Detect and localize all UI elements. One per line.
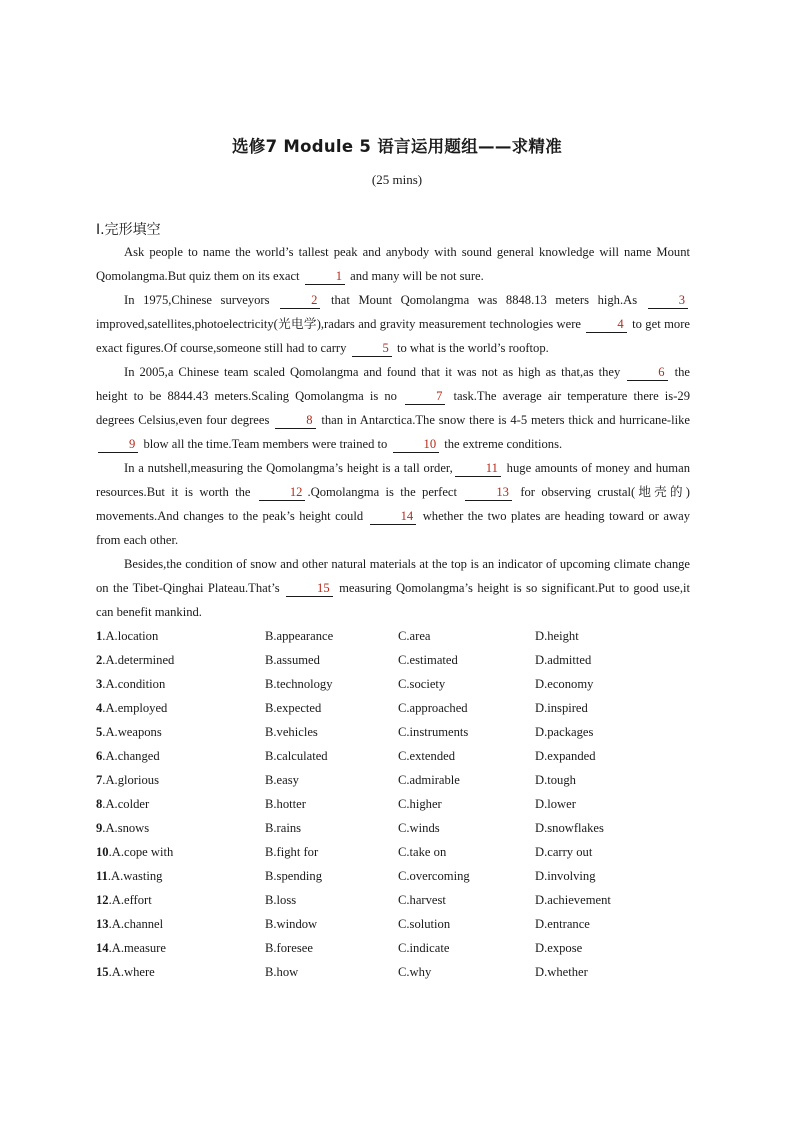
option-d: D.involving (535, 869, 596, 883)
blank-14: 14 (370, 509, 417, 525)
option-c: C.instruments (398, 725, 469, 739)
option-c: C.solution (398, 917, 451, 931)
option-d: D.achievement (535, 893, 611, 907)
question-number: 12 (96, 893, 109, 907)
option-b: B.how (265, 965, 299, 979)
option-a: .A.location (102, 629, 159, 643)
blank-10: 10 (393, 437, 440, 453)
passage-text: measuring Qomolangma’s height is so significant.Put to good use,it can benefit mankind. (96, 581, 690, 619)
option-a: .A.determined (102, 653, 175, 667)
option-b: B.calculated (265, 749, 328, 763)
blank-8: 8 (275, 413, 315, 429)
option-c: C.approached (398, 701, 468, 715)
question-number: 15 (96, 965, 109, 979)
option-c: C.admirable (398, 773, 460, 787)
question-number: 7 (96, 773, 103, 787)
option-a: .A.snows (102, 821, 150, 835)
passage-text: .Qomolangma is the perfect (307, 485, 464, 499)
question-row (96, 912, 696, 936)
option-c: C.overcoming (398, 869, 470, 883)
paragraph-2 (96, 288, 690, 360)
option-a: .A.glorious (102, 773, 159, 787)
option-d: D.admitted (535, 653, 592, 667)
option-d: D.inspired (535, 701, 588, 715)
question-number: 10 (96, 845, 109, 859)
option-a: .A.cope with (108, 845, 174, 859)
option-d: D.economy (535, 677, 594, 691)
question-number: 2 (96, 653, 103, 667)
document-title: 选修7 Module 5 语言运用题组——求精准 (231, 137, 563, 156)
option-b: B.loss (265, 893, 297, 907)
passage-text: task.The average air temperature there is-29 degrees Celsius,even four degrees (96, 389, 690, 427)
passage-text: whether the two plates are heading toward or away from each other. (96, 509, 691, 547)
question-number: 8 (96, 797, 103, 811)
paragraph-5 (96, 552, 690, 624)
passage-text: that Mount Qomolangma was 8848.13 meters high.As (322, 293, 646, 307)
question-row (96, 792, 696, 816)
passage-text: Besides,the condition of snow and other natural materials at the top is an indicator of upcoming climate change on the Tibet-Qinghai Plateau.That’s (96, 557, 690, 595)
option-c: C.why (398, 965, 432, 979)
question-row (96, 624, 696, 648)
blank-13: 13 (465, 485, 512, 501)
option-b: B.window (265, 917, 318, 931)
option-d: D.height (535, 629, 579, 643)
question-row (96, 960, 696, 984)
question-row (96, 864, 696, 888)
option-a: .A.weapons (102, 725, 162, 739)
paragraph-3 (96, 360, 690, 456)
option-d: D.snowflakes (535, 821, 604, 835)
option-c: C.area (398, 629, 431, 643)
option-c: C.take on (398, 845, 447, 859)
question-number: 13 (96, 917, 109, 931)
option-b: B.technology (265, 677, 333, 691)
passage-text: huge amounts of money and human resources.But it is worth the (96, 461, 690, 499)
blank-5: 5 (352, 341, 392, 357)
passage-text: for observing crustal(地壳的) movements.And changes to the peak’s height could (96, 485, 690, 523)
option-b: B.fight for (265, 845, 319, 859)
passage-text: to what is the world’s rooftop. (393, 341, 549, 355)
blank-4: 4 (586, 317, 626, 333)
passage-text: In 2005,a Chinese team scaled Qomolangma and found that it was not as high as that,as they (124, 365, 626, 379)
question-row (96, 888, 696, 912)
question-number: 14 (96, 941, 109, 955)
option-d: D.expose (535, 941, 583, 955)
question-row (96, 840, 696, 864)
passage-text: improved,satellites,photoelectricity(光电学),radars and gravity measurement technologies were (96, 317, 585, 331)
blank-7: 7 (405, 389, 445, 405)
option-d: D.expanded (535, 749, 596, 763)
passage-text: the extreme conditions. (441, 437, 563, 451)
question-number: 3 (96, 677, 103, 691)
option-d: D.packages (535, 725, 594, 739)
option-a: .A.measure (108, 941, 166, 955)
option-a: .A.effort (108, 893, 152, 907)
blank-2: 2 (280, 293, 320, 309)
question-row (96, 648, 696, 672)
option-c: C.harvest (398, 893, 446, 907)
question-number: 6 (96, 749, 103, 763)
question-row (96, 768, 696, 792)
blank-15: 15 (286, 581, 333, 597)
blank-1: 1 (305, 269, 345, 285)
option-b: B.appearance (265, 629, 334, 643)
passage-text: the height to be 8844.43 meters.Scaling Qomolangma is no (96, 365, 690, 403)
time-limit: (25 mins) (371, 172, 423, 187)
option-c: C.winds (398, 821, 440, 835)
option-b: B.spending (265, 869, 323, 883)
question-row (96, 720, 696, 744)
paragraph-1 (96, 240, 690, 288)
option-a: .A.wasting (107, 869, 163, 883)
option-b: B.easy (265, 773, 299, 787)
section-heading: Ⅰ.完形填空 (96, 222, 161, 238)
question-number: 11 (96, 869, 108, 883)
passage-text: Ask people to name the world’s tallest peak and anybody with sound general knowledge will name Mount Qomolangma.But quiz them on its exact (96, 245, 690, 283)
option-d: D.tough (535, 773, 576, 787)
option-c: C.extended (398, 749, 456, 763)
blank-12: 12 (259, 485, 306, 501)
passage-text: blow all the time.Team members were trained to (140, 437, 391, 451)
option-a: .A.channel (108, 917, 164, 931)
option-a: .A.employed (102, 701, 168, 715)
option-a: .A.where (108, 965, 155, 979)
passage-text: In a nutshell,measuring the Qomolangma’s height is a tall order, (124, 461, 453, 475)
option-c: C.estimated (398, 653, 458, 667)
passage-text: to get more exact figures.Of course,someone still had to carry (96, 317, 690, 355)
option-a: .A.colder (102, 797, 150, 811)
question-number: 9 (96, 821, 103, 835)
option-b: B.hotter (265, 797, 306, 811)
question-number: 5 (96, 725, 103, 739)
question-row (96, 744, 696, 768)
option-a: .A.condition (102, 677, 166, 691)
passage-text: than in Antarctica.The snow there is 4-5 meters thick and hurricane-like (317, 413, 691, 427)
option-b: B.foresee (265, 941, 313, 955)
question-row (96, 816, 696, 840)
blank-9: 9 (98, 437, 138, 453)
blank-6: 6 (627, 365, 667, 381)
option-b: B.vehicles (265, 725, 318, 739)
question-row (96, 696, 696, 720)
cloze-passage (96, 240, 690, 624)
passage-text: and many will be not sure. (347, 269, 484, 283)
question-row (96, 672, 696, 696)
passage-text: In 1975,Chinese surveyors (124, 293, 279, 307)
question-number: 4 (96, 701, 103, 715)
option-d: D.carry out (535, 845, 593, 859)
blank-11: 11 (455, 461, 501, 477)
option-d: D.whether (535, 965, 588, 979)
option-b: B.expected (265, 701, 322, 715)
options-list (96, 624, 696, 984)
paragraph-4 (96, 456, 690, 552)
option-a: .A.changed (102, 749, 160, 763)
option-c: C.society (398, 677, 446, 691)
option-b: B.assumed (265, 653, 320, 667)
question-number: 1 (96, 629, 103, 643)
option-d: D.entrance (535, 917, 590, 931)
blank-3: 3 (648, 293, 688, 309)
option-b: B.rains (265, 821, 302, 835)
option-c: C.higher (398, 797, 442, 811)
option-d: D.lower (535, 797, 576, 811)
option-c: C.indicate (398, 941, 450, 955)
question-row (96, 936, 696, 960)
